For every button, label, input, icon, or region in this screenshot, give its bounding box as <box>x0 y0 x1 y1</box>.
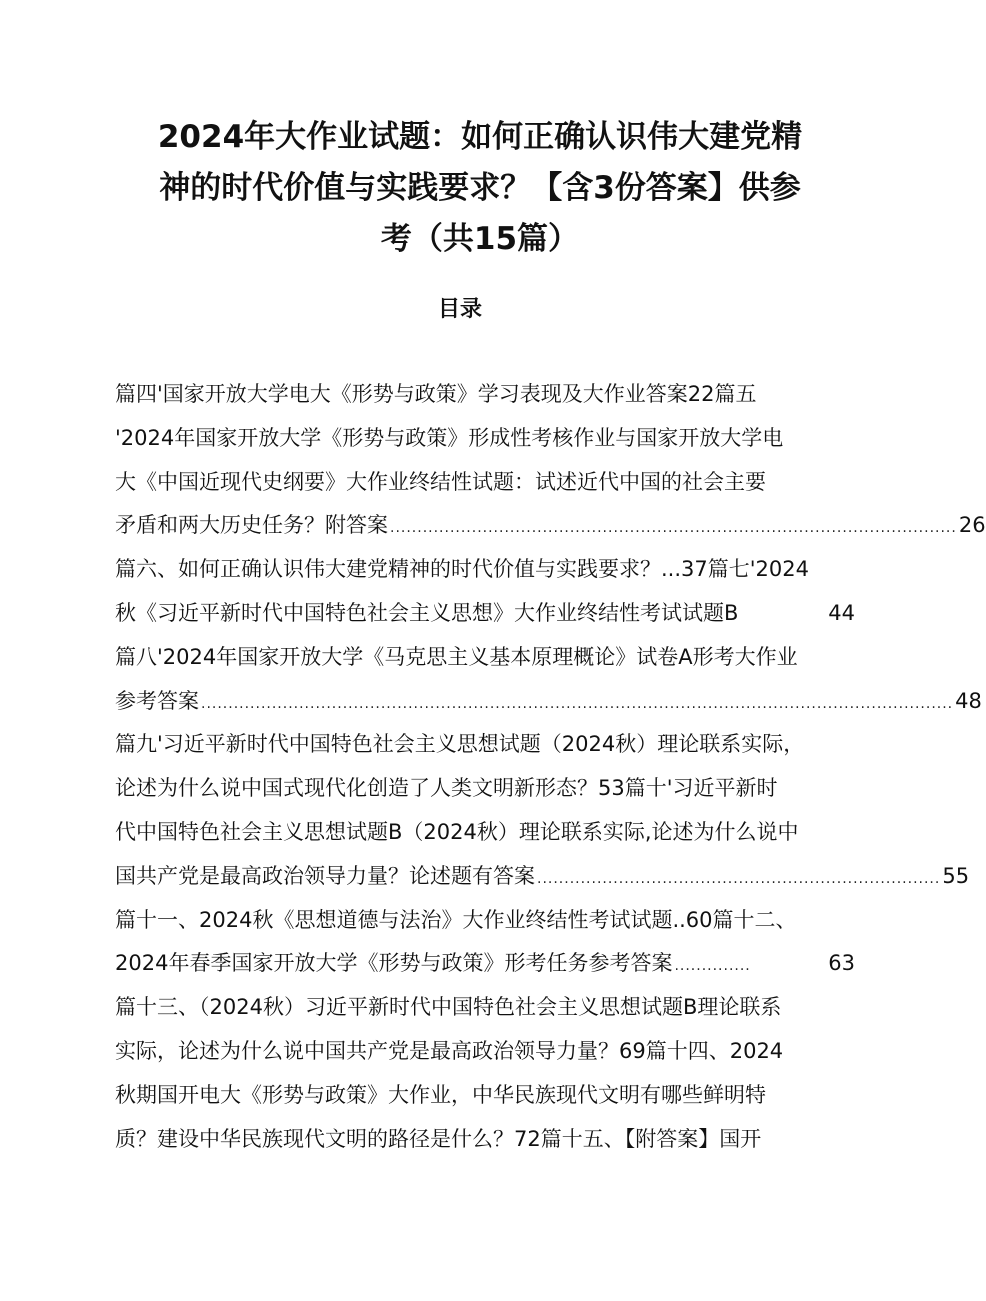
toc-entry-text: 大《中国近现代史纲要》大作业终结性试题：试述近代中国的社会主要 <box>115 469 766 494</box>
toc-page-number: 63 <box>828 951 855 976</box>
toc-entry[interactable] <box>115 1079 855 1115</box>
toc-leader-dots: .......................................................................................................................................... <box>201 695 954 712</box>
toc-entry-text: 实际，论述为什么说中国共产党是最高政治领导力量？69篇十四、2024 <box>115 1038 784 1063</box>
toc-entry-text: 秋期国开电大《形势与政策》大作业，中华民族现代文明有哪些鲜明特 <box>115 1082 766 1107</box>
toc-entry[interactable] <box>115 378 855 414</box>
toc-entry[interactable] <box>115 728 855 764</box>
toc-entry-text: 国共产党是最高政治领导力量？论述题有答案 <box>115 863 535 888</box>
toc-entry[interactable] <box>115 685 982 721</box>
toc-entry-text: 秋《习近平新时代中国特色社会主义思想》大作业终结性考试试题B <box>115 600 739 625</box>
toc-entry[interactable] <box>115 1035 855 1071</box>
toc-entry[interactable] <box>115 422 855 458</box>
toc-entry-text: '2024年国家开放大学《形势与政策》形成性考核作业与国家开放大学电 <box>115 425 784 450</box>
toc-entry[interactable] <box>115 597 855 633</box>
toc-entry-text: 参考答案 <box>115 688 199 713</box>
table-of-contents <box>115 378 986 1166</box>
document-title <box>110 112 850 265</box>
toc-entry-text: 代中国特色社会主义思想试题B（2024秋）理论联系实际,论述为什么说中 <box>115 819 799 844</box>
toc-entry[interactable] <box>115 904 855 940</box>
title-line-2: 神的时代价值与实践要求？【含3份答案】供参 <box>159 170 801 206</box>
toc-entry[interactable] <box>115 641 855 677</box>
toc-leader-dots: ........................................................................................................ <box>390 520 957 537</box>
toc-entry-text: 篇八'2024年国家开放大学《马克思主义基本原理概论》试卷A形考大作业 <box>115 644 798 669</box>
title-line-1: 2024年大作业试题：如何正确认识伟大建党精 <box>157 119 803 155</box>
toc-entry-text: 2024年春季国家开放大学《形势与政策》形考任务参考答案 <box>115 951 673 976</box>
toc-entry-text: 篇九'习近平新时代中国特色社会主义思想试题（2024秋）理论联系实际， <box>115 732 805 757</box>
toc-entry-text: 篇十一、2024秋《思想道德与法治》大作业终结性考试试题..60篇十二、 <box>115 907 797 932</box>
toc-page-number: 48 <box>955 688 982 713</box>
toc-entry[interactable] <box>115 816 855 852</box>
toc-entry[interactable] <box>115 860 970 896</box>
toc-entry-text: 论述为什么说中国式现代化创造了人类文明新形态？53篇十'习近平新时 <box>115 776 778 801</box>
toc-entry[interactable] <box>115 553 855 589</box>
toc-entry[interactable] <box>115 772 855 808</box>
toc-entry-text: 矛盾和两大历史任务？附答案 <box>115 513 388 538</box>
toc-leader-dots: .............. <box>674 958 751 975</box>
toc-entry-text: 篇四'国家开放大学电大《形势与政策》学习表现及大作业答案22篇五 <box>115 382 757 406</box>
toc-page-number: 44 <box>828 600 855 625</box>
toc-entry-text: 篇十三、（2024秋）习近平新时代中国特色社会主义思想试题B理论联系 <box>115 995 782 1020</box>
toc-entry[interactable] <box>115 466 855 502</box>
toc-entry[interactable] <box>115 947 855 983</box>
toc-page-number: 55 <box>942 863 970 888</box>
toc-entry[interactable] <box>115 509 986 545</box>
toc-entry-text: 质？建设中华民族现代文明的路径是什么？72篇十五、【附答案】国开 <box>115 1126 762 1151</box>
toc-page-number: 26 <box>958 513 986 538</box>
toc-entry[interactable] <box>115 1123 855 1159</box>
toc-leader-dots: .......................................................................... <box>537 870 941 887</box>
toc-heading: 目录 <box>437 297 482 322</box>
toc-entry-text: 篇六、如何正确认识伟大建党精神的时代价值与实践要求？...37篇七'2024 <box>115 557 809 582</box>
toc-entry[interactable] <box>115 991 855 1027</box>
title-line-3: 考（共15篇） <box>380 221 580 257</box>
